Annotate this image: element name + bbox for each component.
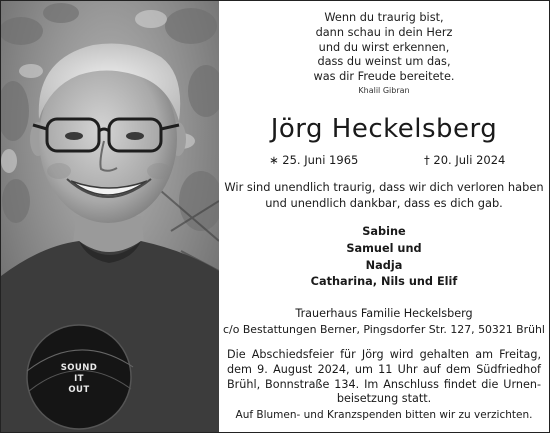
notice-text — [219, 1, 549, 432]
mourners — [219, 224, 549, 291]
lament-text — [219, 179, 549, 211]
deceased-name: Jörg Heckelsberg — [270, 114, 498, 144]
poem-line: und du wirst erkennen, — [318, 40, 450, 54]
mourner-line: Sabine — [362, 225, 406, 238]
ceremony-line: Brühl, Bonnstraße 134. Im Anschluss findet die Urnen- — [227, 377, 541, 391]
poem-line: dass du weinst um das, — [317, 55, 451, 69]
address-line: c/o Bestattungen Berner, Pingsdorfer Str. 127, 50321 Brühl — [223, 322, 545, 336]
mourner-line: Samuel und — [346, 241, 422, 255]
portrait-photo — [1, 1, 219, 432]
mourner-line: Catharina, Nils und Elif — [310, 275, 458, 289]
shirt-print-line-3: OUT — [68, 385, 90, 395]
poem — [219, 11, 549, 96]
poem-line: dann schau in dein Herz — [315, 25, 453, 39]
mourning-address — [219, 306, 549, 337]
poem-author: Khalil Gibran — [358, 85, 410, 95]
ceremony-line: dem 9. August 2024, um 11 Uhr auf dem Südfriedhof — [227, 362, 541, 376]
mourner-line: Nadja — [365, 258, 403, 272]
death-date: † 20. Juli 2024 — [424, 153, 506, 167]
life-dates — [219, 153, 549, 167]
address-line: Trauerhaus Familie Heckelsberg — [295, 307, 473, 320]
ceremony-line: Die Abschiedsfeier für Jörg wird gehalten am Freitag, — [227, 348, 541, 361]
shirt-print-line-1: SOUND — [60, 363, 98, 373]
lament-line: und unendlich dankbar, dass es dich gab. — [265, 196, 503, 211]
poem-line: was dir Freude bereitete. — [313, 70, 455, 84]
birth-date: ∗ 25. Juni 1965 — [269, 153, 359, 167]
portrait-illustration — [1, 1, 219, 432]
flower-request: Auf Blumen- und Kranzspenden bitten wir zu verzichten. — [235, 409, 533, 421]
ceremony-line: beisetzung statt. — [336, 392, 432, 406]
shirt-print-line-2: IT — [74, 374, 84, 384]
lament-line: Wir sind unendlich traurig, dass wir dich verloren haben — [224, 180, 544, 194]
ceremony-info — [227, 348, 541, 407]
poem-line: Wenn du traurig bist, — [324, 11, 444, 24]
